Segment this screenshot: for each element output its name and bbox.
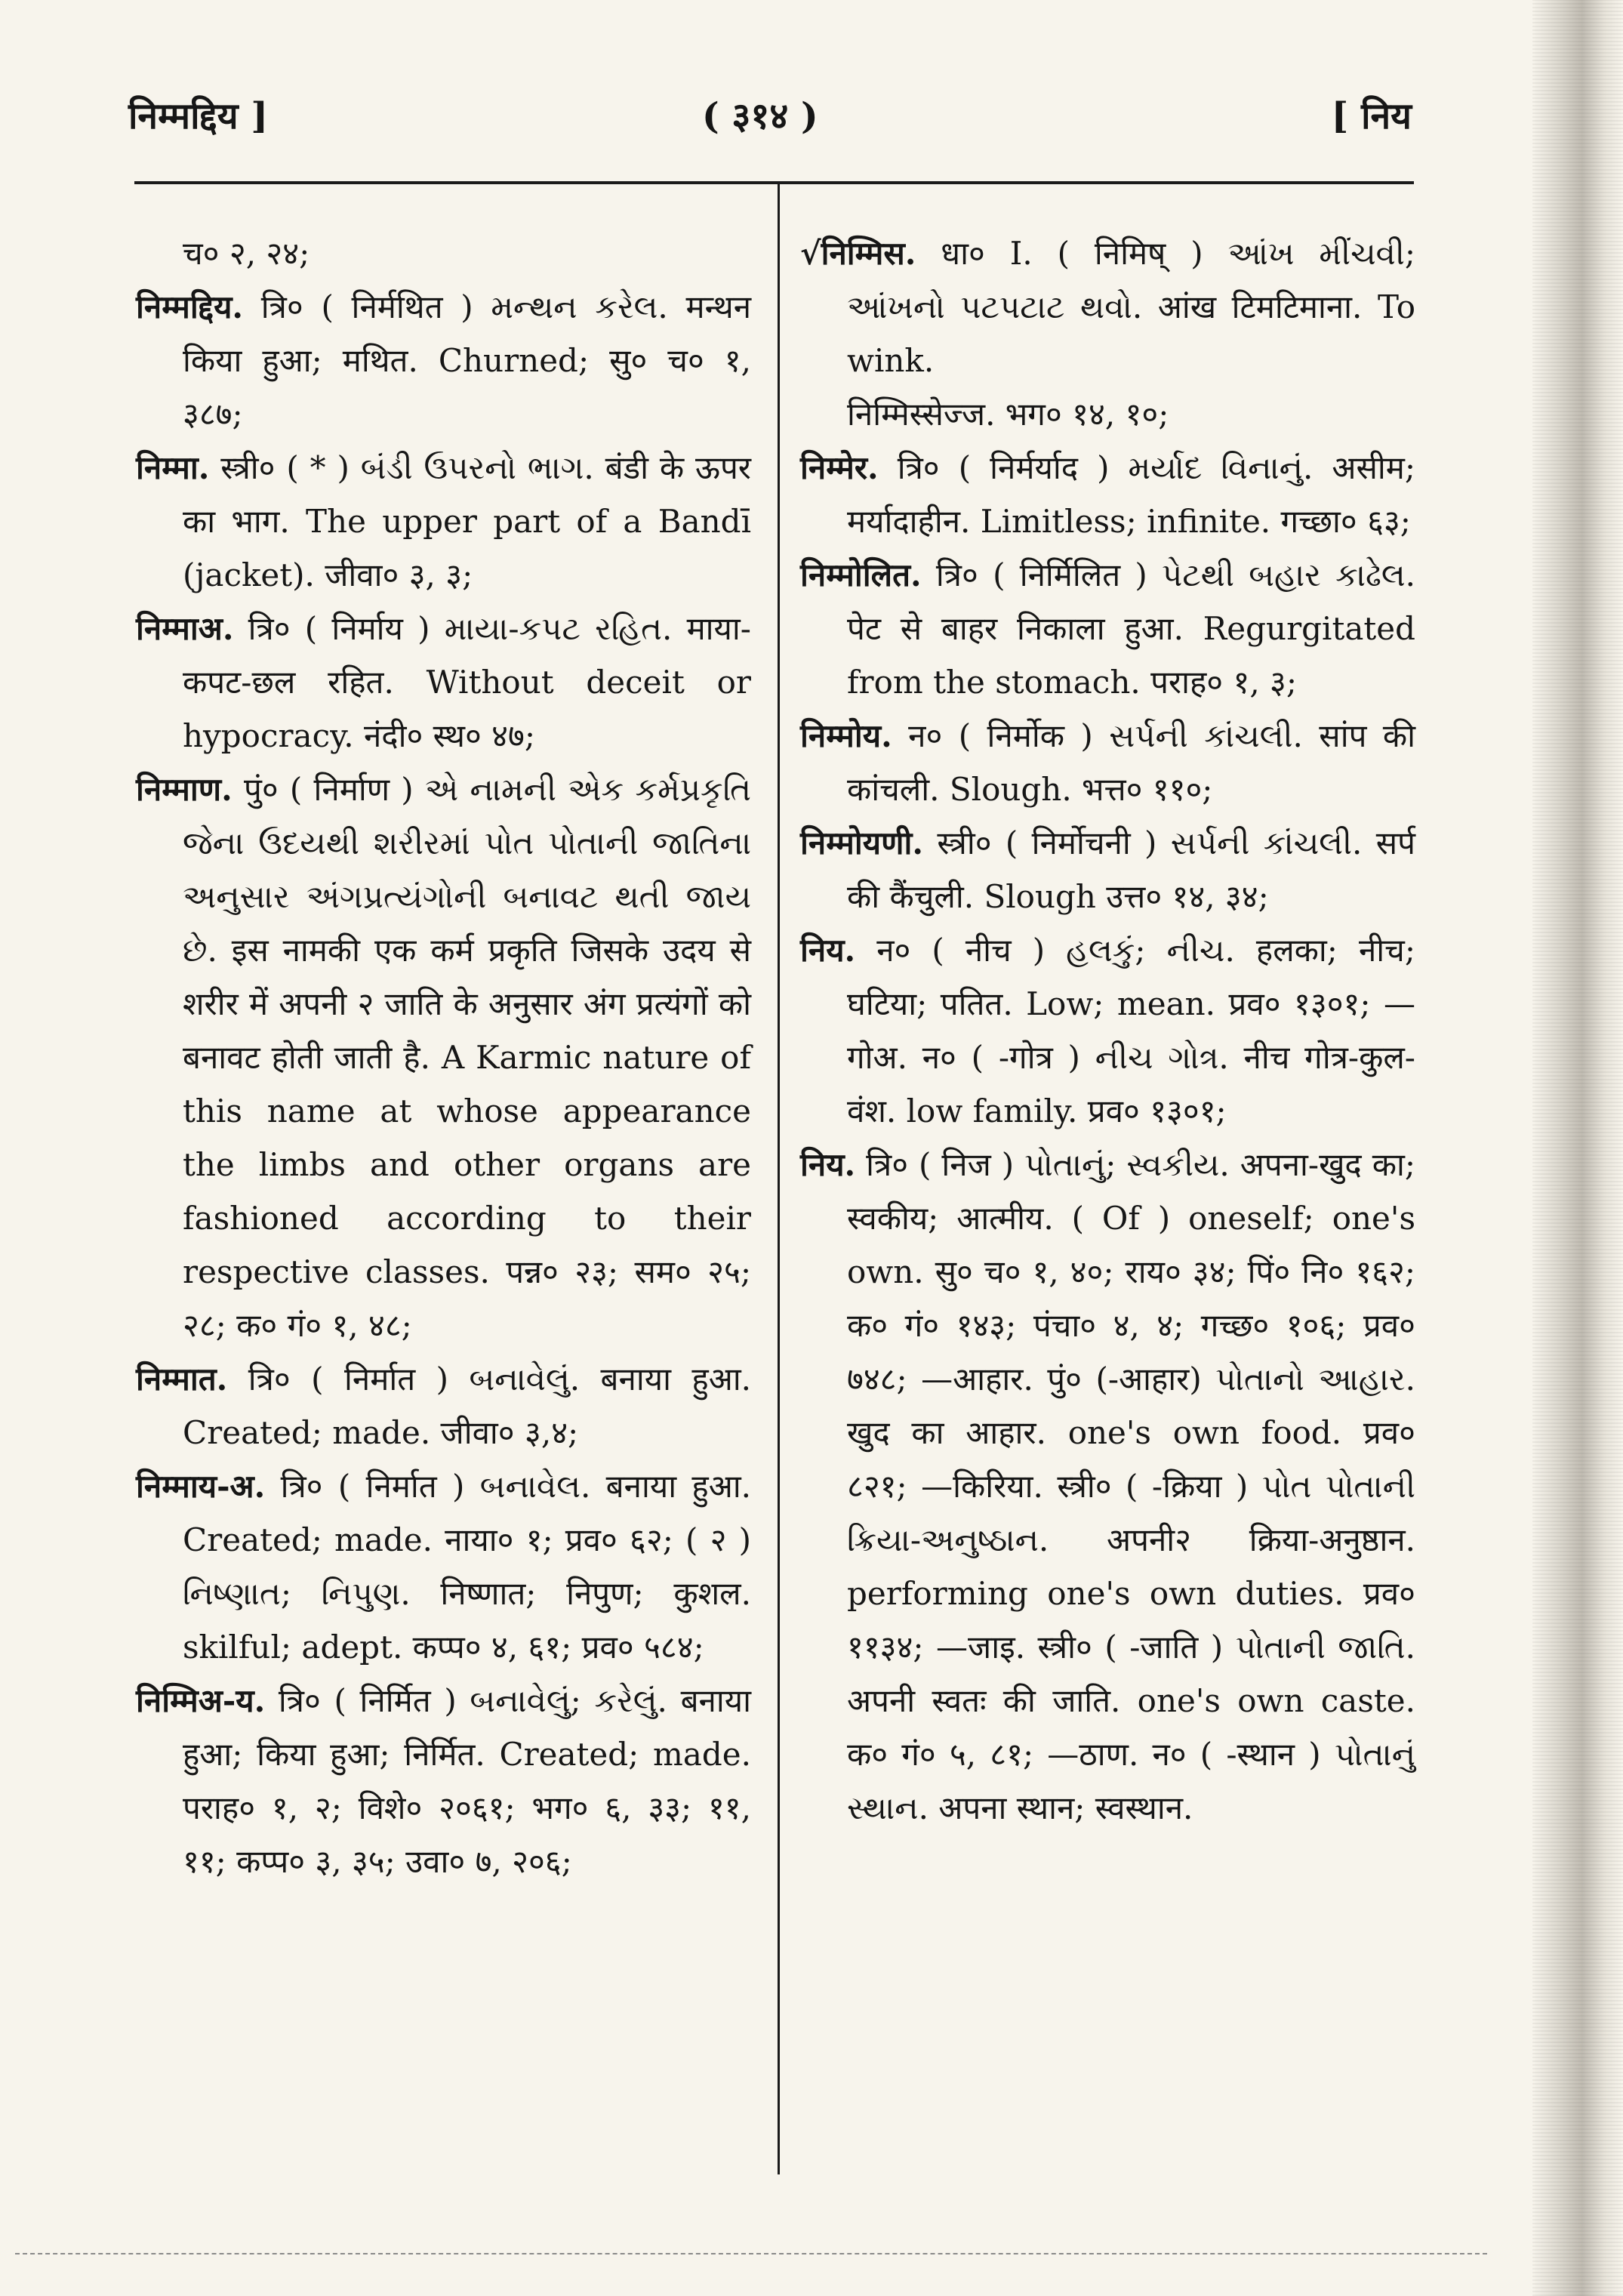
dictionary-entry — [800, 923, 1415, 1138]
entry-definition: त्रि० ( निर्मित ) બનાવેલું; કરેલું. बनाया हुआ; किया हुआ; निर्मित. Created; made. पराह० १, २; विशे० २०६१; भग० ६, ३३; ११, ११; कप्प० ३, ३५; उवा० ७, २०६; — [183, 1682, 751, 1880]
entry-headword: निम्माण. — [136, 771, 233, 808]
entry-headword: निम्मद्दिय. — [136, 288, 244, 325]
page-edge-shadow — [1532, 0, 1623, 2296]
entry-definition: त्रि० ( निर्मात ) બનાવેલ. बनाया हुआ. Created; made. नाया० १; प्रव० ६२; ( २ ) નિષ્ણાત; નિપુણ. निष्णात; निपुण; कुशल. skilful; adept. कप्प० ४, ६१; प्रव० ५८४; — [183, 1468, 751, 1666]
entry-headword: निम्मात. — [136, 1361, 228, 1398]
entry-headword: निम्मोय. — [800, 717, 892, 754]
entry-headword: निम्मोयणी. — [800, 824, 923, 861]
dictionary-entry — [136, 441, 751, 602]
entry-definition: त्रि० ( निर्माय ) માયા-કપટ રહિત. माया-कपट-छल रहित. Without deceit or hypocracy. नंदी० स्थ० ४७; — [183, 610, 751, 754]
entry-headword: निम्माअ. — [136, 610, 234, 647]
entry-definition: निम्मिस्सेज्ज. भग० १४, १०; — [847, 396, 1169, 433]
dictionary-entry — [136, 280, 751, 441]
running-head-left: निम्मद्दिय ] — [128, 95, 269, 137]
entry-definition: पुं० ( निर्माण ) એ નામની એક કર્મપ્રકૃતિ જેના ઉદયથી શરીરમાં પોત પોતાની જાતિના અનુસાર અંગપ્રત્યંગોની બનાવટ થતી જાય છે. इस नामकी एक कर्म प्रकृति जिसके उदय से शरीर में अपनी २ जाति के अनुसार अंग प्रत्यंगों को बनावट होती जाती है. A Karmic nature of this name at whose appearance the limbs and other organs are fashioned according to their respective classes. पन्न० २३; सम० २५; २८; क० गं० १, ४८; — [183, 771, 751, 1344]
scan-bottom-edge — [15, 2253, 1487, 2255]
dictionary-entry — [136, 602, 751, 763]
dictionary-entry — [136, 763, 751, 1352]
dictionary-entry — [136, 1674, 751, 1888]
entry-definition: त्रि० ( निर्मात ) બનાવેલું. बनाया हुआ. Created; made. जीवा० ३,४; — [183, 1361, 751, 1451]
entry-headword: निम्मेर. — [800, 449, 879, 486]
dictionary-entry — [800, 816, 1415, 923]
entry-definition: धा० I. ( निमिष् ) આંખ મીંચવી; આંખનો પટપટાટ થવો. आंख टिमटिमाना. To wink. — [847, 235, 1415, 379]
dictionary-entry — [136, 1352, 751, 1459]
entry-definition: स्त्री० ( निर्मोचनी ) સર્પની કાંચલી. सर्प की कैंचुली. Slough उत्त० १४, ३४; — [847, 824, 1415, 915]
entry-headword: निम्मिअ-य. — [136, 1682, 266, 1719]
entry-definition: न० ( निर्मोक ) સર્પની કાંચલી. सांप की कांचली. Slough. भत्त० ११०; — [847, 717, 1415, 808]
dictionary-entry — [136, 227, 751, 280]
entry-definition: त्रि० ( निर्मर्याद ) મર્યાદ વિનાનું. असीम; मर्यादाहीन. Limitless; infinite. गच्छा० ६३; — [847, 449, 1415, 540]
dictionary-entry — [800, 441, 1415, 548]
dictionary-entry — [800, 1138, 1415, 1835]
entry-definition: त्रि० ( निज ) પોતાનું; સ્વકીય. अपना-खुद का; स्वकीय; आत्मीय. ( Of ) oneself; one's own. सु० च० १, ४०; राय० ३४; पिं० नि० १६२; क० गं० १४३; पंचा० ४, ४; गच्छ० १०६; प्रव० ७४८; —आहार. पुं० (-आहार) પોતાનો આહાર. खुद का आहार. one's own food. प्रव० ८२१; —किरिया. स्त्री० ( -क्रिया ) પોત પોતાની ક્રિયા-અનુષ્ઠાન. अपनी२ क्रिया-अनुष्ठान. performing one's own duties. प्रव० ११३४; —जाइ. स्त्री० ( -जाति ) પોતાની જાતિ. अपनी स्वतः की जाति. one's own caste. क० गं० ५, ८१; —ठाण. न० ( -स्थान ) પોતાનું સ્થાન. अपना स्थान; स्वस्थान. — [847, 1146, 1415, 1826]
right-column — [800, 227, 1415, 1835]
entry-headword: √निम्मिस. — [800, 235, 916, 272]
entry-definition: न० ( नीच ) હલકું; નીચ. हलका; नीच; घटिया; पतित. Low; mean. प्रव० १३०१; —गोअ. न० ( -गोत्र ) નીચ ગોત્ર. नीच गोत्र-कुल-वंश. low family. प्रव० १३०१; — [847, 932, 1415, 1130]
dictionary-entry — [800, 227, 1415, 387]
dictionary-entry — [136, 1459, 751, 1674]
entry-headword: निय. — [800, 932, 856, 969]
page-header — [128, 91, 1412, 151]
dictionary-entry — [800, 709, 1415, 816]
column-divider — [778, 181, 780, 2174]
entry-definition: त्रि० ( निर्मिलित ) પેટથી બહાર કાઢેલ. पेट से बाहर निकाला हुआ. Regurgitated from the stomach. पराह० १, ३; — [847, 556, 1415, 701]
entry-headword: निय. — [800, 1146, 856, 1183]
entry-headword: निम्मोलित. — [800, 556, 922, 593]
entry-definition: त्रि० ( निर्मथित ) મન્થન કરેલ. मन्थन किया हुआ; मथित. Churned; सु० च० १, ३८७; — [183, 288, 751, 433]
entry-definition: स्त्री० ( * ) બંડી ઉપરનો ભાગ. बंडी के ऊपर का भाग. The upper part of a Bandī (jacket). जीवा० ३, ३; — [183, 449, 751, 593]
entry-headword: निम्माय-अ. — [136, 1468, 266, 1505]
entry-definition: च० २, २४; — [183, 235, 310, 272]
running-head-right: [ निय — [1331, 95, 1412, 137]
page-number: ( ३१४ ) — [702, 95, 818, 137]
header-rule — [134, 181, 1414, 184]
left-column — [136, 227, 751, 1888]
dictionary-entry — [800, 548, 1415, 709]
entry-headword: निम्मा. — [136, 449, 210, 486]
dictionary-entry — [800, 387, 1415, 441]
